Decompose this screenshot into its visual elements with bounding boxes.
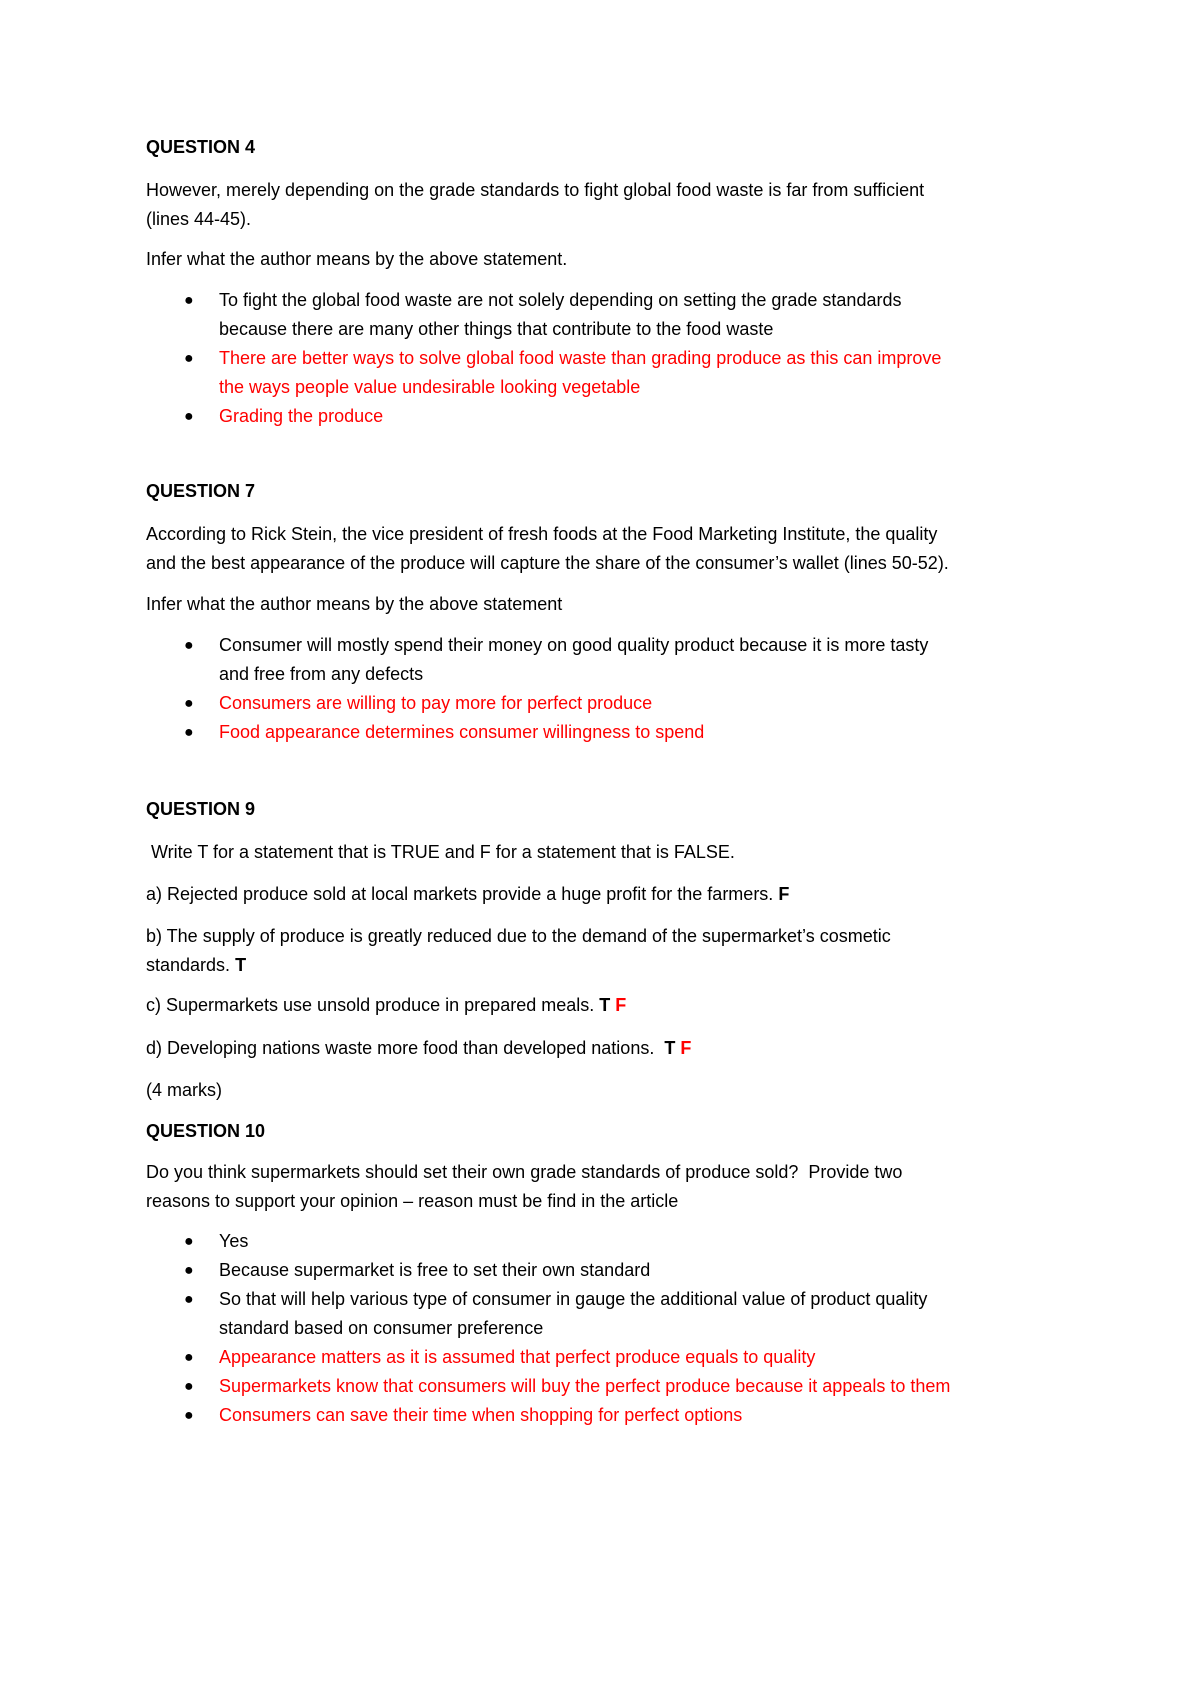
answer-mark: T bbox=[599, 995, 616, 1015]
question-9-section bbox=[146, 798, 1086, 820]
question-7-answers bbox=[146, 631, 1086, 747]
question-10-heading: QUESTION 10 bbox=[146, 1121, 266, 1141]
bullet-icon: ● bbox=[184, 350, 194, 367]
answer-mark: T bbox=[664, 1038, 681, 1058]
list-item bbox=[146, 689, 1086, 718]
bullet-icon: ● bbox=[184, 724, 194, 741]
question-9-instruction bbox=[146, 838, 1086, 867]
question-4-prompt-text: Infer what the author means by the above statement. bbox=[146, 249, 568, 269]
list-item bbox=[146, 344, 1086, 402]
answer-text: Consumers are willing to pay more for perfect produce bbox=[219, 693, 653, 713]
answer-text: Appearance matters as it is assumed that perfect produce equals to quality bbox=[219, 1347, 816, 1367]
list-item bbox=[146, 286, 1086, 344]
list-item bbox=[146, 1343, 1086, 1372]
answer-text: Grading the produce bbox=[219, 406, 384, 426]
bullet-icon: ● bbox=[184, 1291, 194, 1308]
bullet-icon: ● bbox=[184, 292, 194, 309]
statement-text: b) The supply of produce is greatly reduced due to the demand of the supermarket’s cosmetic bbox=[146, 926, 891, 946]
list-item bbox=[146, 1227, 1086, 1256]
list-item bbox=[146, 1372, 1086, 1401]
question-4-heading: QUESTION 4 bbox=[146, 137, 256, 157]
question-7-statement-line2: and the best appearance of the produce will capture the share of the consumer’s wallet (lines 50-52). bbox=[146, 553, 949, 573]
answer-text: Consumer will mostly spend their money on good quality product because it is more tasty bbox=[219, 635, 929, 655]
answer-text: So that will help various type of consumer in gauge the additional value of product quality bbox=[219, 1289, 928, 1309]
answer-mark: T bbox=[235, 955, 247, 975]
bullet-icon: ● bbox=[184, 695, 194, 712]
question-4-section bbox=[146, 136, 1086, 158]
bullet-icon: ● bbox=[184, 1349, 194, 1366]
bullet-icon: ● bbox=[184, 1407, 194, 1424]
answer-text: and free from any defects bbox=[219, 664, 424, 684]
answer-text: because there are many other things that contribute to the food waste bbox=[219, 319, 774, 339]
question-7-heading: QUESTION 7 bbox=[146, 481, 256, 501]
question-10-answers bbox=[146, 1227, 1086, 1430]
bullet-icon: ● bbox=[184, 637, 194, 654]
answer-mark: F bbox=[680, 1038, 692, 1058]
answer-mark: F bbox=[778, 884, 790, 904]
question-10-question bbox=[146, 1158, 1086, 1216]
list-item bbox=[146, 1285, 1086, 1343]
question-10-section bbox=[146, 1120, 1086, 1142]
statement-text: standards. bbox=[146, 955, 236, 975]
bullet-icon: ● bbox=[184, 1233, 194, 1250]
question-9-item-a bbox=[146, 880, 1086, 909]
answer-text: Supermarkets know that consumers will buy the perfect produce because it appeals to them bbox=[219, 1376, 951, 1396]
statement-text: d) Developing nations waste more food than developed nations. bbox=[146, 1038, 665, 1058]
question-9-item-c bbox=[146, 991, 1086, 1020]
question-4-answers bbox=[146, 286, 1086, 431]
list-item bbox=[146, 1256, 1086, 1285]
question-7-prompt-text: Infer what the author means by the above statement bbox=[146, 594, 563, 614]
question-4-statement bbox=[146, 176, 1086, 234]
question-4-statement-line1: However, merely depending on the grade standards to fight global food waste is far from sufficient bbox=[146, 180, 925, 200]
statement-text: a) Rejected produce sold at local markets provide a huge profit for the farmers. bbox=[146, 884, 779, 904]
question-9-marks bbox=[146, 1076, 1086, 1105]
marks-text: (4 marks) bbox=[146, 1080, 222, 1100]
answer-text: standard based on consumer preference bbox=[219, 1318, 544, 1338]
question-4-statement-line2: (lines 44-45). bbox=[146, 209, 252, 229]
answer-text: Food appearance determines consumer willingness to spend bbox=[219, 722, 705, 742]
answer-text: Consumers can save their time when shopping for perfect options bbox=[219, 1405, 743, 1425]
list-item bbox=[146, 1401, 1086, 1430]
question-10-line2: reasons to support your opinion – reason must be find in the article bbox=[146, 1191, 679, 1211]
question-9-item-d bbox=[146, 1034, 1086, 1063]
bullet-icon: ● bbox=[184, 408, 194, 425]
question-7-section bbox=[146, 480, 1086, 502]
question-7-prompt bbox=[146, 590, 1086, 619]
list-item bbox=[146, 718, 1086, 747]
answer-text: To fight the global food waste are not solely depending on setting the grade standards bbox=[219, 290, 902, 310]
question-7-statement bbox=[146, 520, 1086, 578]
question-7-statement-line1: According to Rick Stein, the vice president of fresh foods at the Food Marketing Institute, the quality bbox=[146, 524, 938, 544]
question-9-instruction-text: Write T for a statement that is TRUE and F for a statement that is FALSE. bbox=[146, 842, 735, 862]
question-9-heading: QUESTION 9 bbox=[146, 799, 256, 819]
list-item bbox=[146, 631, 1086, 689]
question-9-item-b bbox=[146, 922, 1086, 980]
answer-text: There are better ways to solve global food waste than grading produce as this can improve bbox=[219, 348, 942, 368]
question-4-prompt bbox=[146, 245, 1086, 274]
answer-text: Because supermarket is free to set their own standard bbox=[219, 1260, 651, 1280]
answer-mark: F bbox=[615, 995, 627, 1015]
question-10-line1: Do you think supermarkets should set their own grade standards of produce sold? Provide two bbox=[146, 1162, 903, 1182]
bullet-icon: ● bbox=[184, 1262, 194, 1279]
statement-text: c) Supermarkets use unsold produce in prepared meals. bbox=[146, 995, 600, 1015]
bullet-icon: ● bbox=[184, 1378, 194, 1395]
list-item bbox=[146, 402, 1086, 431]
answer-text: Yes bbox=[219, 1231, 249, 1251]
answer-text: the ways people value undesirable looking vegetable bbox=[219, 377, 641, 397]
